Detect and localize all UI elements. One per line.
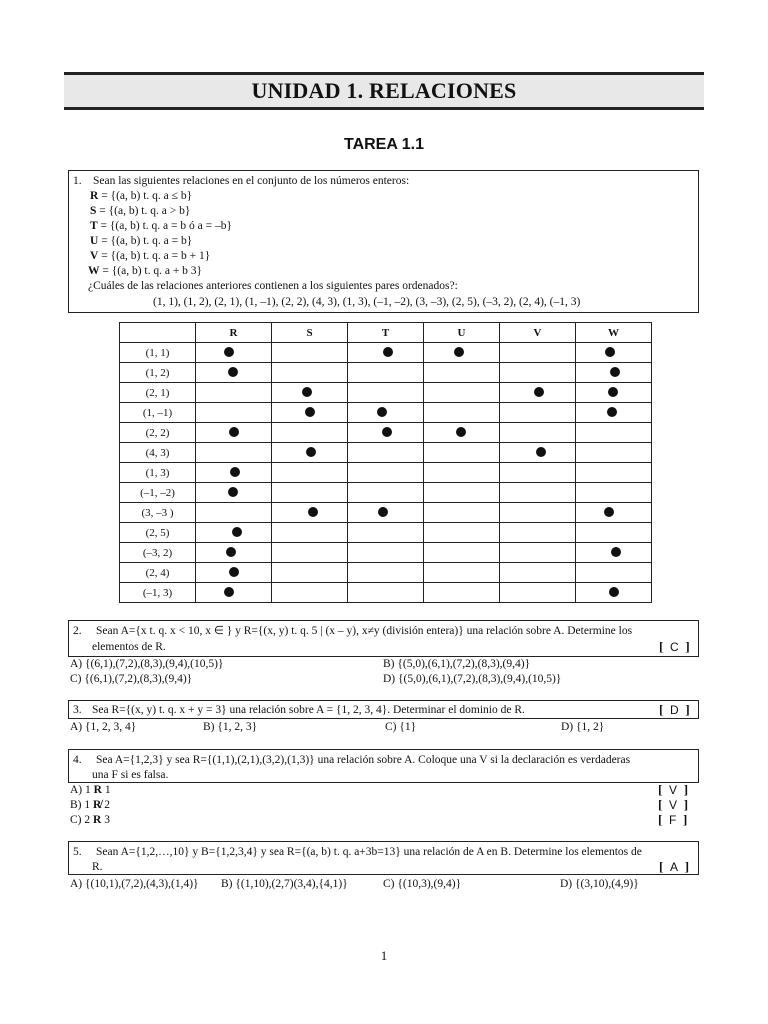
cell-s [272,383,348,403]
cell-s [272,583,348,603]
membership-dot-icon [228,367,238,377]
cell-r [196,463,272,483]
membership-dot-icon [302,387,312,397]
question-5-option-b: B) {(1,10),(2,7)(3,4),{4,1)} [221,878,348,890]
cell-v [500,423,576,443]
membership-dot-icon [232,527,242,537]
pair-cell: (1, 3) [120,463,196,483]
question-5-option-a: A) {(10,1),(7,2),(4,3),(1,4)} [70,878,199,890]
question-3-answer: [ D ] [659,702,690,717]
membership-dot-icon [378,507,388,517]
cell-t [348,503,424,523]
relation-v-def: V = {(a, b) t. q. a = b + 1} [90,250,211,262]
cell-t [348,483,424,503]
relation-u-def: U = {(a, b) t. q. a = b} [90,235,193,247]
cell-v [500,563,576,583]
membership-dot-icon [609,587,619,597]
cell-t [348,463,424,483]
ordered-pairs-list: (1, 1), (1, 2), (2, 1), (1, –1), (2, 2), (4, 3), (1, 3), (–1, –2), (3, –3), (2, 5), (–3, 2), (2, 4), (–1, 3) [153,296,581,308]
pair-cell: (3, –3 ) [120,503,196,523]
cell-t [348,563,424,583]
cell-t [348,523,424,543]
table-row [120,423,652,443]
membership-dot-icon [382,427,392,437]
membership-dot-icon [224,347,234,357]
question-4-item-c: C) 2 R 3 [70,814,110,826]
cell-w [576,363,652,383]
cell-w [576,443,652,463]
cell-w [576,343,652,363]
cell-t [348,543,424,563]
table-row [120,523,652,543]
column-header-v: V [500,323,576,343]
membership-dot-icon [608,387,618,397]
cell-w [576,403,652,423]
cell-r [196,543,272,563]
cell-u [424,463,500,483]
column-header-w: W [576,323,652,343]
question-1-box [68,170,699,313]
cell-w [576,483,652,503]
cell-u [424,523,500,543]
table-row [120,563,652,583]
cell-t [348,403,424,423]
question-1-prompt: ¿Cuáles de las relaciones anteriores contienen a los siguientes pares ordenados?: [88,280,458,292]
cell-t [348,363,424,383]
column-header-t: T [348,323,424,343]
cell-v [500,383,576,403]
question-3-option-d: D) {1, 2} [561,721,605,733]
membership-dot-icon [611,547,621,557]
question-4-number: 4. [73,754,82,766]
question-4-answer-b: [ V ] [658,797,689,812]
membership-dot-icon [607,407,617,417]
cell-v [500,363,576,383]
membership-dot-icon [377,407,387,417]
cell-w [576,523,652,543]
cell-u [424,543,500,563]
question-1-intro: Sean las siguientes relaciones en el conjunto de los números enteros: [93,175,410,187]
question-2-option-b: B) {(5,0),(6,1),(7,2),(8,3),(9,4)} [383,658,531,670]
question-5-number: 5. [73,846,82,858]
cell-u [424,423,500,443]
cell-r [196,343,272,363]
question-4-item-a: A) 1 R 1 [70,784,111,796]
membership-dot-icon [230,467,240,477]
question-5-text-line2: R. [92,861,103,873]
question-1-number: 1. [73,175,82,187]
membership-dot-icon [605,347,615,357]
membership-dot-icon [456,427,466,437]
cell-r [196,503,272,523]
question-5-option-d: D) {(3,10),(4,9)} [560,878,639,890]
cell-v [500,583,576,603]
cell-v [500,343,576,363]
cell-v [500,443,576,463]
cell-s [272,543,348,563]
question-4-text-line2: una F si es falsa. [92,769,169,781]
membership-dot-icon [305,407,315,417]
cell-r [196,403,272,423]
relations-table [119,322,652,603]
table-row [120,443,652,463]
cell-v [500,503,576,523]
cell-w [576,463,652,483]
unit-title-banner [64,72,704,110]
membership-dot-icon [308,507,318,517]
pair-cell: (2, 2) [120,423,196,443]
cell-s [272,483,348,503]
question-5-box [68,841,699,875]
membership-dot-icon [229,567,239,577]
cell-s [272,403,348,423]
table-row [120,403,652,423]
cell-u [424,483,500,503]
table-corner-cell [120,323,196,343]
pair-cell: (–3, 2) [120,543,196,563]
table-row [120,463,652,483]
membership-dot-icon [224,587,234,597]
cell-w [576,543,652,563]
cell-t [348,423,424,443]
membership-dot-icon [383,347,393,357]
membership-dot-icon [454,347,464,357]
cell-t [348,443,424,463]
membership-dot-icon [604,507,614,517]
pair-cell: (–1, –2) [120,483,196,503]
question-5-answer: [ A ] [659,859,690,874]
cell-u [424,443,500,463]
cell-s [272,503,348,523]
pair-cell: (1, 1) [120,343,196,363]
table-row [120,583,652,603]
question-3-option-c: C) {1} [385,721,417,733]
cell-v [500,523,576,543]
cell-s [272,363,348,383]
cell-t [348,383,424,403]
cell-r [196,443,272,463]
question-4-item-b: B) 1 R̸ 2 [70,799,110,811]
cell-r [196,523,272,543]
question-2-option-d: D) {(5,0),(6,1),(7,2),(8,3),(9,4),(10,5)} [383,673,562,685]
column-header-s: S [272,323,348,343]
question-2-option-c: C) {(6,1),(7,2),(8,3),(9,4)} [70,673,193,685]
pair-cell: (1, –1) [120,403,196,423]
cell-r [196,363,272,383]
membership-dot-icon [534,387,544,397]
question-5-option-c: C) {(10,3),(9,4)} [383,878,462,890]
pair-cell: (2, 1) [120,383,196,403]
column-header-u: U [424,323,500,343]
relation-s-def: S = {(a, b) t. q. a > b} [90,205,191,217]
cell-w [576,563,652,583]
unit-title: UNIDAD 1. RELACIONES [251,78,517,103]
membership-dot-icon [229,427,239,437]
cell-t [348,343,424,363]
cell-r [196,423,272,443]
relation-r-def: R = {(a, b) t. q. a ≤ b} [90,190,193,202]
cell-u [424,563,500,583]
cell-w [576,383,652,403]
table-row [120,383,652,403]
membership-dot-icon [228,487,238,497]
cell-u [424,343,500,363]
question-3-box [68,700,699,719]
cell-w [576,423,652,443]
cell-s [272,443,348,463]
table-body [120,343,652,603]
table-row [120,363,652,383]
table-row [120,343,652,363]
cell-r [196,563,272,583]
cell-w [576,503,652,523]
cell-r [196,483,272,503]
question-2-option-a: A) {(6,1),(7,2),(8,3),(9,4),(10,5)} [70,658,224,670]
cell-v [500,543,576,563]
cell-s [272,563,348,583]
cell-s [272,423,348,443]
membership-dot-icon [610,367,620,377]
pair-cell: (2, 5) [120,523,196,543]
cell-v [500,403,576,423]
cell-s [272,523,348,543]
cell-u [424,363,500,383]
question-5-text-line1: Sean A={1,2,…,10} y B={1,2,3,4} y sea R={(a, b) t. q. a+3b=13} una relación de A en B. Determine los elementos de [96,846,642,858]
question-3-number: 3. [73,704,82,716]
cell-w [576,583,652,603]
question-4-box [68,749,699,783]
question-3-option-a: A) {1, 2, 3, 4} [70,721,137,733]
pair-cell: (4, 3) [120,443,196,463]
cell-t [348,583,424,603]
membership-dot-icon [536,447,546,457]
question-4-text-line1: Sea A={1,2,3} y sea R={(1,1),(2,1),(3,2),(1,3)} una relación sobre A. Coloque una V si la declaración es verdaderas [96,754,631,766]
question-2-text-line1: Sean A={x t. q. x < 10, x ∈ } y R={(x, y) t. q. 5 | (x – y), x≠y (división entera)} una relación sobre A. Determine los [96,625,633,637]
cell-s [272,463,348,483]
cell-u [424,403,500,423]
cell-u [424,383,500,403]
question-2-answer: [ C ] [659,639,690,654]
question-4-answer-a: [ V ] [658,782,689,797]
cell-v [500,463,576,483]
question-2-number: 2. [73,625,82,637]
cell-s [272,343,348,363]
cell-u [424,503,500,523]
relation-t-def: T = {(a, b) t. q. a = b ó a = –b} [90,220,232,232]
pair-cell: (1, 2) [120,363,196,383]
question-3-option-b: B) {1, 2, 3} [203,721,258,733]
question-3-text: Sea R={(x, y) t. q. x + y = 3} una relación sobre A = {1, 2, 3, 4}. Determinar el dominio de R. [92,704,525,716]
page-number: 1 [380,948,388,963]
table-row [120,503,652,523]
cell-r [196,583,272,603]
membership-dot-icon [306,447,316,457]
column-header-r: R [196,323,272,343]
question-2-box [68,620,699,657]
relation-w-def: W = {(a, b) t. q. a + b 3} [88,265,203,277]
question-2-text-line2: elementos de R. [92,641,166,653]
table-row [120,543,652,563]
pair-cell: (2, 4) [120,563,196,583]
table-row [120,483,652,503]
cell-r [196,383,272,403]
cell-v [500,483,576,503]
table-header-row [120,323,652,343]
membership-dot-icon [226,547,236,557]
question-4-answer-c: [ F ] [658,812,688,827]
pair-cell: (–1, 3) [120,583,196,603]
homework-title: TAREA 1.1 [343,136,424,153]
cell-u [424,583,500,603]
